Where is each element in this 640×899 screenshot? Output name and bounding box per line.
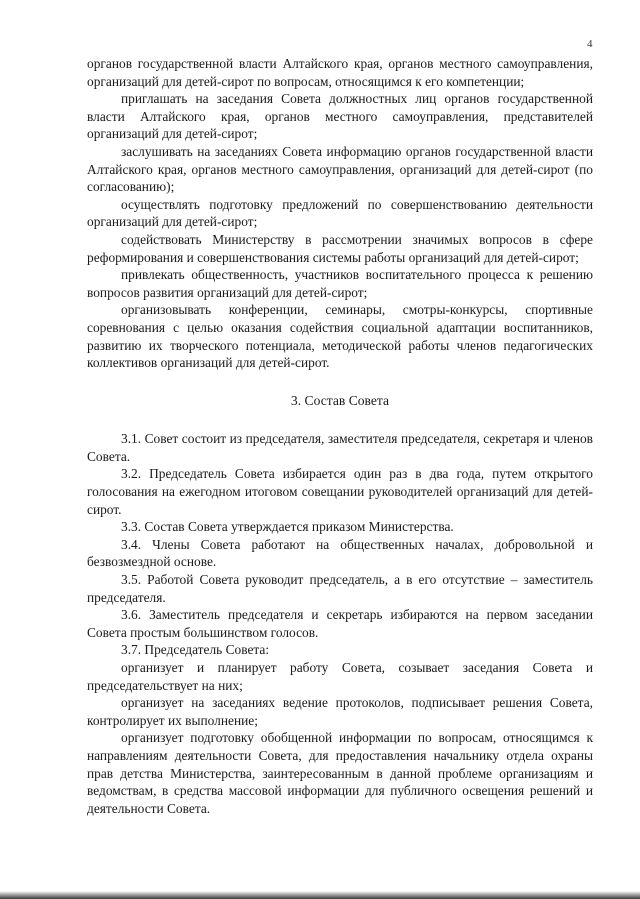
paragraph: привлекать общественность, участников воспитательного процесса к решению вопросов развития организаций для детей-сирот;	[87, 267, 593, 300]
paragraph: приглашать на заседания Совета должностных лиц органов государственной власти Алтайского края, органов местного самоуправления, представителей организаций для детей-сирот;	[87, 91, 593, 142]
paragraph: заслушивать на заседаниях Совета информацию органов государственной власти Алтайского края, органов местного самоуправления, организаций для детей-сирот (по согласованию);	[87, 143, 593, 195]
paragraph: 3.5. Работой Совета руководит председатель, а в его отсутствие – заместитель председателя.	[87, 572, 593, 605]
paragraph: 3.2. Председатель Совета избирается один раз в два года, путем открытого голосования на ежегодном итоговом совещании руководителей организаций для детей-сирот.	[87, 466, 593, 517]
paragraph: организовывать конференции, семинары, смотры-конкурсы, спортивные соревнования с целью оказания содействия социальной адаптации воспитанников, развитию их творческого потенциала, методической работы членов педагогических коллективов организаций для детей-сирот.	[87, 302, 593, 371]
paragraph: 3.1. Совет состоит из председателя, заместителя председателя, секретаря и членов Совета.	[87, 431, 593, 464]
section-heading: 3. Состав Совета	[290, 392, 390, 408]
paragraph: 3.3. Состав Совета утверждается приказом Министерства.	[121, 519, 454, 535]
page-number: 4	[587, 38, 593, 50]
paragraph: 3.4. Члены Совета работают на общественных началах, добровольной и безвозмездной основе.	[87, 536, 593, 570]
paragraph: организует на заседаниях ведение протоколов, подписывает решения Совета, контролирует их выполнение;	[87, 695, 593, 728]
paragraph: 3.6. Заместитель председателя и секретарь избираются на первом заседании Совета простым большинством голосов.	[87, 607, 593, 640]
paragraph: организует и планирует работу Совета, созывает заседания Совета и председательствует на них;	[87, 660, 593, 693]
document-body	[87, 55, 593, 817]
paragraph: содействовать Министерству в рассмотрении значимых вопросов в сфере реформирования и совершенствования системы работы организаций для детей-сирот;	[87, 231, 593, 265]
paragraph: 3.7. Председатель Совета:	[121, 642, 270, 658]
paragraph: организует подготовку обобщенной информации по вопросам, относящимся к направлениям деятельности Совета, для предоставления начальнику отдела охраны прав детства Министерства, заинтересованным в данной проблеме организациям и ведомствам, в средства массовой информации для публичного освещения решений и деятельности Совета.	[87, 730, 593, 816]
scan-bottom-edge	[0, 891, 640, 899]
paragraph: органов государственной власти Алтайского края, органов местного самоуправления, организаций для детей-сирот по вопросам, относящимся к его компетенции;	[87, 56, 593, 89]
paragraph: осуществлять подготовку предложений по совершенствованию деятельности организаций для детей-сирот;	[87, 196, 593, 230]
